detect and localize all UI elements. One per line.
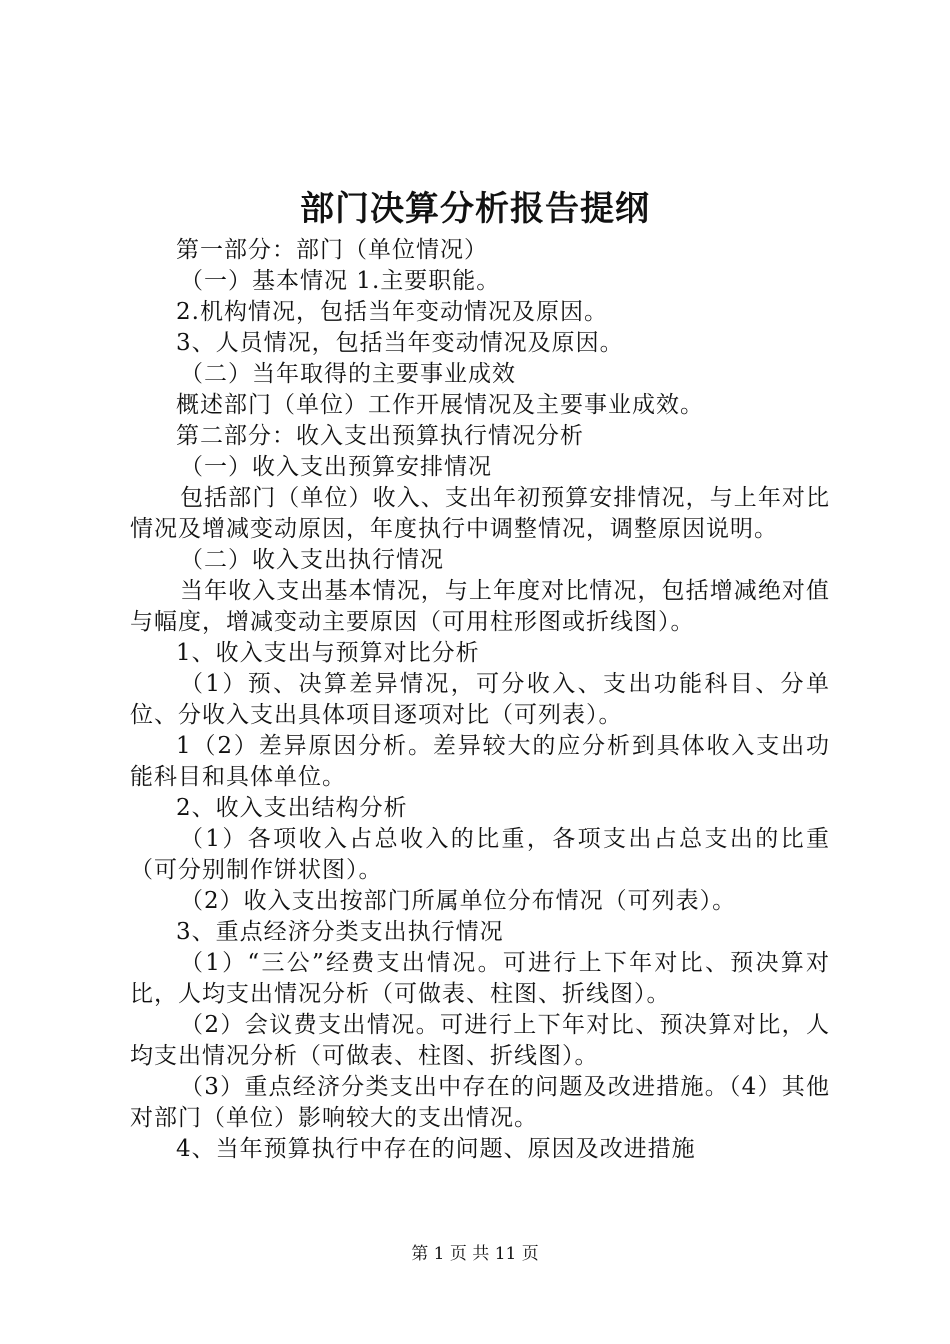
paragraph-part-one-heading: 第一部分：部门（单位情况）	[176, 237, 488, 263]
paragraph-three-public-expenses: （1）“三公”经费支出情况。可进行上下年对比、预决算对比，人均支出情况分析（可做表、柱图、折线图）。	[130, 950, 830, 1007]
paragraph-achievements-summary: 概述部门（单位）工作开展情况及主要事业成效。	[176, 392, 704, 418]
paragraph-structure-heading: 2、收入支出结构分析	[176, 795, 408, 821]
paragraph-execution-detail: 当年收入支出基本情况，与上年度对比情况，包括增减绝对值与幅度，增减变动主要原因（可用柱形图或折线图）。	[130, 578, 830, 635]
paragraph-structure-share: （1）各项收入占总收入的比重，各项支出占总支出的比重（可分别制作饼状图）。	[130, 826, 830, 883]
paragraph-key-expenditure-heading: 3、重点经济分类支出执行情况	[176, 919, 504, 945]
paragraph-budget-arrangement-detail: 包括部门（单位）收入、支出年初预算安排情况，与上年对比情况及增减变动原因，年度执行中调整情况，调整原因说明。	[130, 485, 830, 542]
page-number-footer: 第 1 页 共 11 页	[411, 1244, 539, 1264]
paragraph-structure-units: （2）收入支出按部门所属单位分布情况（可列表）。	[180, 888, 737, 914]
paragraph-budget-comparison-heading: 1、收入支出与预算对比分析	[176, 640, 480, 666]
paragraph-meeting-expenses: （2）会议费支出情况。可进行上下年对比、预决算对比，人均支出情况分析（可做表、柱图、折线图）。	[130, 1012, 830, 1069]
paragraph-part-two-heading: 第二部分：收入支出预算执行情况分析	[176, 423, 584, 449]
paragraph-problems-and-others: （3）重点经济分类支出中存在的问题及改进措施。（4）其他对部门（单位）影响较大的支出情况。	[130, 1074, 830, 1131]
document-body	[130, 235, 830, 1165]
paragraph-basic-info: （一）基本情况 1.主要职能。	[180, 268, 501, 294]
paragraph-budget-difference: （1）预、决算差异情况，可分收入、支出功能科目、分单位、分收入支出具体项目逐项对比（可列表）。	[130, 671, 830, 728]
paragraph-execution-problems: 4、当年预算执行中存在的问题、原因及改进措施	[176, 1136, 696, 1162]
paragraph-organization: 2.机构情况，包括当年变动情况及原因。	[176, 299, 608, 325]
paragraph-execution-heading: （二）收入支出执行情况	[180, 547, 444, 573]
paragraph-budget-arrangement-heading: （一）收入支出预算安排情况	[180, 454, 492, 480]
document-title: 部门决算分析报告提纲	[300, 189, 650, 229]
paragraph-staff: 3、人员情况，包括当年变动情况及原因。	[176, 330, 624, 356]
paragraph-difference-reasons: 1（2）差异原因分析。差异较大的应分析到具体收入支出功能科目和具体单位。	[130, 733, 830, 790]
paragraph-achievements-heading: （二）当年取得的主要事业成效	[180, 361, 516, 387]
